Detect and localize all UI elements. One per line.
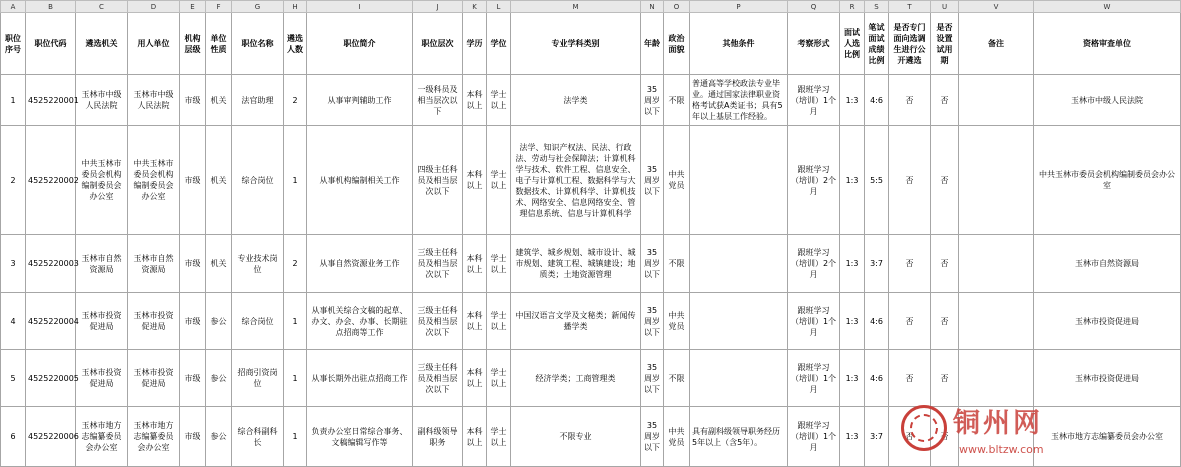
table-cell[interactable]: 本科以上 <box>463 75 487 126</box>
table-cell[interactable]: 综合岗位 <box>232 293 284 350</box>
column-header[interactable]: 单位性质 <box>206 13 232 75</box>
column-letter[interactable]: N <box>641 1 664 13</box>
table-cell[interactable]: 4:6 <box>865 350 889 407</box>
table-cell[interactable]: 市级 <box>180 350 206 407</box>
table-cell[interactable]: 法官助理 <box>232 75 284 126</box>
column-header[interactable]: 学历 <box>463 13 487 75</box>
table-cell[interactable]: 跟班学习（培训）1个月 <box>788 407 840 467</box>
table-cell[interactable]: 不限 <box>664 350 690 407</box>
table-cell[interactable]: 1 <box>1 75 26 126</box>
table-cell[interactable]: 35周岁以下 <box>641 350 664 407</box>
table-cell[interactable]: 参公 <box>206 407 232 467</box>
table-cell[interactable]: 玉林市投资促进局 <box>1034 350 1181 407</box>
table-cell[interactable]: 1:3 <box>840 407 865 467</box>
column-letter[interactable]: G <box>232 1 284 13</box>
table-cell[interactable] <box>959 75 1034 126</box>
table-cell[interactable]: 三级主任科员及相当层次以下 <box>413 293 463 350</box>
table-cell[interactable]: 否 <box>889 126 931 235</box>
table-cell[interactable]: 本科以上 <box>463 126 487 235</box>
table-cell[interactable]: 跟班学习（培训）1个月 <box>788 350 840 407</box>
table-cell[interactable] <box>690 293 788 350</box>
table-cell[interactable]: 法学、知识产权法、民法、行政法、劳动与社会保障法；计算机科学与技术、软件工程、信息安全、电子与计算机工程、数据科学与大数据技术、计算机科学、计算机技术、网络安全、信息网络安全、管理信息系统、信息与计算机科学 <box>511 126 641 235</box>
table-cell[interactable]: 一级科员及相当层次以下 <box>413 75 463 126</box>
table-cell[interactable]: 5 <box>1 350 26 407</box>
table-cell[interactable]: 否 <box>889 235 931 293</box>
column-letter[interactable]: V <box>959 1 1034 13</box>
table-cell[interactable]: 35周岁以下 <box>641 235 664 293</box>
table-row <box>1 350 1181 407</box>
table-cell[interactable] <box>959 293 1034 350</box>
table-cell[interactable] <box>959 350 1034 407</box>
column-letter-row <box>1 1 1181 13</box>
table-cell[interactable]: 玉林市自然资源局 <box>128 235 180 293</box>
column-letter[interactable]: K <box>463 1 487 13</box>
table-cell[interactable]: 否 <box>931 235 959 293</box>
column-header[interactable]: 专业学科类别 <box>511 13 641 75</box>
table-row <box>1 75 1181 126</box>
column-header[interactable]: 职位序号 <box>1 13 26 75</box>
table-cell[interactable]: 中共党员 <box>664 407 690 467</box>
header-row <box>1 13 1181 75</box>
table-cell[interactable]: 三级主任科员及相当层次以下 <box>413 350 463 407</box>
table-row <box>1 235 1181 293</box>
table-cell[interactable]: 市级 <box>180 75 206 126</box>
table-cell[interactable]: 法学类 <box>511 75 641 126</box>
column-header[interactable]: 是否专门面向选调生进行公开遴选 <box>889 13 931 75</box>
table-cell[interactable]: 本科以上 <box>463 293 487 350</box>
table-cell[interactable]: 玉林市自然资源局 <box>76 235 128 293</box>
watermark-logo <box>897 401 1080 467</box>
table-cell[interactable]: 建筑学、城乡规划、城市设计、城市规划、建筑工程、城镇建设；地质类；土地资源管理 <box>511 235 641 293</box>
table-cell[interactable]: 市级 <box>180 407 206 467</box>
table-cell[interactable]: 三级主任科员及相当层次以下 <box>413 235 463 293</box>
table-cell[interactable]: 从事机构编制相关工作 <box>307 126 413 235</box>
column-letter[interactable]: J <box>413 1 463 13</box>
table-cell[interactable]: 学士以上 <box>487 75 511 126</box>
table-cell[interactable]: 35周岁以下 <box>641 407 664 467</box>
column-header[interactable]: 其他条件 <box>690 13 788 75</box>
table-cell[interactable]: 不限 <box>664 235 690 293</box>
column-header[interactable]: 备注 <box>959 13 1034 75</box>
table-cell[interactable]: 35周岁以下 <box>641 126 664 235</box>
column-header[interactable]: 面试人选比例 <box>840 13 865 75</box>
table-cell[interactable]: 1:3 <box>840 235 865 293</box>
table-cell[interactable]: 否 <box>889 350 931 407</box>
table-cell[interactable]: 机关 <box>206 235 232 293</box>
table-cell[interactable]: 否 <box>931 75 959 126</box>
table-cell[interactable]: 副科级领导职务 <box>413 407 463 467</box>
table-cell[interactable]: 1:3 <box>840 350 865 407</box>
column-letter[interactable]: T <box>889 1 931 13</box>
table-cell[interactable]: 负责办公室日常综合事务、文稿编辑写作等 <box>307 407 413 467</box>
column-header[interactable]: 用人单位 <box>128 13 180 75</box>
column-header[interactable]: 资格审查单位 <box>1034 13 1181 75</box>
table-cell[interactable]: 从事机关综合文稿的起草、办文、办会、办事、长期驻点招商等工作 <box>307 293 413 350</box>
column-header[interactable]: 职位名称 <box>232 13 284 75</box>
table-cell[interactable]: 具有副科级领导职务经历5年以上（含5年）。 <box>690 407 788 467</box>
column-header[interactable]: 职位简介 <box>307 13 413 75</box>
seal-inner-icon <box>910 414 938 442</box>
table-cell[interactable]: 4525220002 <box>26 126 76 235</box>
column-letter[interactable]: W <box>1034 1 1181 13</box>
table-cell[interactable]: 玉林市地方志编纂委员会办公室 <box>1034 407 1181 467</box>
column-letter[interactable]: C <box>76 1 128 13</box>
table-cell[interactable]: 6 <box>1 407 26 467</box>
table-cell[interactable]: 从事审判辅助工作 <box>307 75 413 126</box>
table-cell[interactable]: 学士以上 <box>487 293 511 350</box>
table-cell[interactable]: 从事自然资源业务工作 <box>307 235 413 293</box>
column-letter[interactable]: L <box>487 1 511 13</box>
table-cell[interactable]: 本科以上 <box>463 407 487 467</box>
table-cell[interactable]: 否 <box>889 75 931 126</box>
table-cell[interactable] <box>690 235 788 293</box>
table-cell[interactable] <box>959 126 1034 235</box>
column-letter[interactable]: Q <box>788 1 840 13</box>
table-cell[interactable] <box>690 126 788 235</box>
table-cell[interactable]: 4:6 <box>865 75 889 126</box>
table-cell[interactable]: 中共党员 <box>664 293 690 350</box>
table-cell[interactable]: 否 <box>889 293 931 350</box>
table-cell[interactable]: 招商引资岗位 <box>232 350 284 407</box>
table-cell[interactable]: 本科以上 <box>463 235 487 293</box>
table-cell[interactable]: 经济学类；工商管理类 <box>511 350 641 407</box>
column-header[interactable]: 政治面貌 <box>664 13 690 75</box>
table-cell[interactable]: 否 <box>931 350 959 407</box>
column-letter[interactable]: M <box>511 1 641 13</box>
table-cell[interactable]: 不限 <box>664 75 690 126</box>
table-cell[interactable]: 玉林市投资促进局 <box>76 350 128 407</box>
column-header[interactable]: 机构层级 <box>180 13 206 75</box>
table-cell[interactable]: 跟班学习（培训）2个月 <box>788 126 840 235</box>
table-cell[interactable]: 35周岁以下 <box>641 75 664 126</box>
watermark-title: 铜州网 <box>953 408 1043 439</box>
table-cell[interactable]: 3 <box>1 235 26 293</box>
table-cell[interactable]: 玉林市投资促进局 <box>76 293 128 350</box>
table-cell[interactable]: 1 <box>284 407 307 467</box>
table-cell[interactable]: 学士以上 <box>487 126 511 235</box>
table-row <box>1 126 1181 235</box>
column-letter[interactable]: P <box>690 1 788 13</box>
table-cell[interactable]: 玉林市中级人民法院 <box>76 75 128 126</box>
table-cell[interactable]: 市级 <box>180 235 206 293</box>
table-cell[interactable]: 4525220001 <box>26 75 76 126</box>
column-letter[interactable]: S <box>865 1 889 13</box>
table-cell[interactable]: 4525220006 <box>26 407 76 467</box>
table-cell[interactable]: 1:3 <box>840 75 865 126</box>
column-header[interactable]: 考察形式 <box>788 13 840 75</box>
column-letter[interactable]: B <box>26 1 76 13</box>
table-cell[interactable]: 市级 <box>180 293 206 350</box>
column-header[interactable]: 职位层次 <box>413 13 463 75</box>
column-letter[interactable]: U <box>931 1 959 13</box>
table-cell[interactable]: 4 <box>1 293 26 350</box>
table-cell[interactable]: 否 <box>931 407 959 467</box>
table-cell[interactable]: 机关 <box>206 75 232 126</box>
table-cell[interactable]: 中共党员 <box>664 126 690 235</box>
column-header[interactable]: 遴选人数 <box>284 13 307 75</box>
table-cell[interactable]: 3:7 <box>865 235 889 293</box>
table-cell[interactable]: 35周岁以下 <box>641 293 664 350</box>
table-cell[interactable]: 5:5 <box>865 126 889 235</box>
table-cell[interactable]: 2 <box>284 75 307 126</box>
table-cell[interactable]: 4525220004 <box>26 293 76 350</box>
table-cell[interactable]: 否 <box>931 293 959 350</box>
table-cell[interactable]: 玉林市投资促进局 <box>128 350 180 407</box>
table-cell[interactable]: 1 <box>284 126 307 235</box>
table-cell[interactable]: 否 <box>931 126 959 235</box>
table-cell[interactable]: 4525220003 <box>26 235 76 293</box>
table-cell[interactable]: 机关 <box>206 126 232 235</box>
column-header[interactable]: 笔试面试成绩比例 <box>865 13 889 75</box>
table-cell[interactable]: 1:3 <box>840 293 865 350</box>
table-cell[interactable]: 1 <box>284 293 307 350</box>
table-cell[interactable]: 综合科副科长 <box>232 407 284 467</box>
table-cell[interactable]: 市级 <box>180 126 206 235</box>
column-letter[interactable]: R <box>840 1 865 13</box>
table-cell[interactable]: 中共玉林市委员会机构编制委员会办公室 <box>76 126 128 235</box>
table-cell[interactable]: 中国汉语言文学及文秘类；新闻传播学类 <box>511 293 641 350</box>
table-cell[interactable]: 2 <box>1 126 26 235</box>
column-letter[interactable]: D <box>128 1 180 13</box>
column-letter[interactable]: H <box>284 1 307 13</box>
table-cell[interactable]: 普通高等学校政法专业毕业。通过国家法律职业资格考试获A类证书；具有5年以上基层工作经验。 <box>690 75 788 126</box>
table-cell[interactable]: 玉林市地方志编纂委员会办公室 <box>76 407 128 467</box>
table-cell[interactable]: 综合岗位 <box>232 126 284 235</box>
table-row <box>1 293 1181 350</box>
table-cell[interactable]: 否 <box>889 407 931 467</box>
table-cell[interactable]: 玉林市中级人民法院 <box>128 75 180 126</box>
column-letter[interactable]: F <box>206 1 232 13</box>
table-cell[interactable]: 中共玉林市委员会机构编制委员会办公室 <box>128 126 180 235</box>
watermark-url: www.bltzw.com <box>959 443 1044 456</box>
table-cell[interactable]: 3:7 <box>865 407 889 467</box>
column-header[interactable]: 是否设置试用期 <box>931 13 959 75</box>
column-header[interactable]: 职位代码 <box>26 13 76 75</box>
table-cell[interactable]: 参公 <box>206 293 232 350</box>
table-cell[interactable]: 四级主任科员及相当层次以下 <box>413 126 463 235</box>
table-cell[interactable]: 玉林市中级人民法院 <box>1034 75 1181 126</box>
column-letter[interactable]: A <box>1 1 26 13</box>
table-cell[interactable]: 不限专业 <box>511 407 641 467</box>
table-cell[interactable]: 专业技术岗位 <box>232 235 284 293</box>
column-letter[interactable]: I <box>307 1 413 13</box>
table-cell[interactable] <box>959 235 1034 293</box>
table-cell[interactable]: 2 <box>284 235 307 293</box>
column-header[interactable]: 学位 <box>487 13 511 75</box>
table-cell[interactable]: 参公 <box>206 350 232 407</box>
table-cell[interactable]: 从事长期外出驻点招商工作 <box>307 350 413 407</box>
table-cell[interactable]: 跟班学习（培训）1个月 <box>788 293 840 350</box>
table-cell[interactable]: 4525220005 <box>26 350 76 407</box>
table-cell[interactable]: 玉林市自然资源局 <box>1034 235 1181 293</box>
table-cell[interactable]: 学士以上 <box>487 407 511 467</box>
column-letter[interactable]: E <box>180 1 206 13</box>
table-cell[interactable] <box>690 350 788 407</box>
table-cell[interactable]: 4:6 <box>865 293 889 350</box>
table-cell[interactable]: 学士以上 <box>487 350 511 407</box>
column-header[interactable]: 年龄 <box>641 13 664 75</box>
table-cell[interactable]: 玉林市地方志编纂委员会办公室 <box>128 407 180 467</box>
table-cell[interactable]: 学士以上 <box>487 235 511 293</box>
table-cell[interactable]: 1:3 <box>840 126 865 235</box>
table-cell[interactable]: 跟班学习（培训）2个月 <box>788 235 840 293</box>
table-cell[interactable]: 玉林市投资促进局 <box>1034 293 1181 350</box>
table-cell[interactable]: 中共玉林市委员会机构编制委员会办公室 <box>1034 126 1181 235</box>
column-header[interactable]: 遴选机关 <box>76 13 128 75</box>
table-cell[interactable]: 跟班学习（培训）1个月 <box>788 75 840 126</box>
table-cell[interactable]: 玉林市投资促进局 <box>128 293 180 350</box>
table-cell[interactable]: 1 <box>284 350 307 407</box>
table-cell[interactable]: 本科以上 <box>463 350 487 407</box>
column-letter[interactable]: O <box>664 1 690 13</box>
